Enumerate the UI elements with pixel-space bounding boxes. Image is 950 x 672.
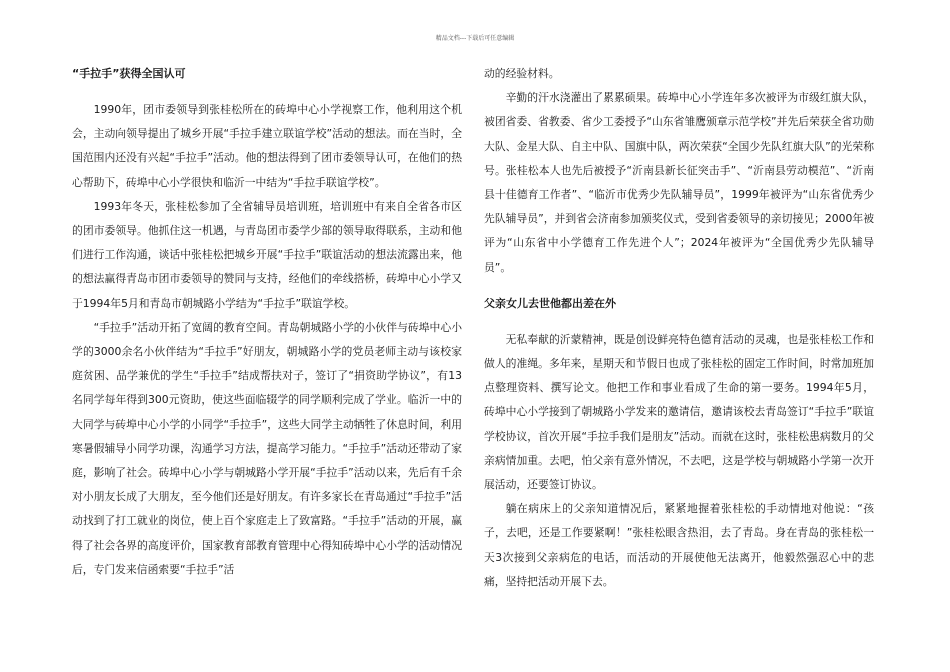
paragraph: 无私奉献的沂蒙精神，既是创设鲜亮特色德育活动的灵魂，也是张桂松工作和做人的准绳。多年来，星期天和节假日也成了张桂松的固定工作时间，时常加班加点整理资料、撰写论文。他把工作和事业看成了生命的第一要务。1994年5月，砖埠中心小学接到了朝城路小学发来的邀请信，邀请该校去青岛签订“手拉手”联谊学校协议，首次开展“手拉手我们是朋友”活动。而就在这时，张桂松患病数月的父亲病情加重。去吧，怕父亲有意外情况，不去吧，这是学校与朝城路小学第一次开展活动，还要签订协议。	[484, 332, 874, 492]
right-column	[484, 62, 874, 594]
page-header: 精品文档---下载后可任意编辑	[435, 35, 515, 42]
section-title: 父亲女儿去世他都出差在外	[484, 296, 616, 310]
paragraph: 躺在病床上的父亲知道情况后，紧紧地握着张桂松的手动情地对他说：“孩子，去吧，还是工作要紧啊！”张桂松眼含热泪，去了青岛。身在青岛的张桂松一天3次接到父亲病危的电话，而活动的开展使他无法离开，他毅然强忍心中的悲痛，坚持把活动开展下去。	[484, 502, 874, 588]
paragraph: 辛勤的汗水浇灌出了累累硕果。砖埠中心小学连年多次被评为市级红旗大队，被团省委、省教委、省少工委授予“山东省雏鹰颁章示范学校”并先后荣获全省功勋大队、金星大队、自主中队、国旗中队，两次荣获“全国少先队红旗大队”的光荣称号。张桂松本人也先后被授予“沂南县新长征突击手”、“沂南县劳动模范”、“沂南县十佳德育工作者”、“临沂市优秀少先队辅导员”，1999年被评为“山东省优秀少先队辅导员”，并到省会济南参加颁奖仪式，受到省委领导的亲切接见；2000年被评为“山东省中小学德育工作先进个人”；2024年被评为“全国优秀少先队辅导员”。	[484, 91, 874, 274]
paragraph: 1993年冬天，张桂松参加了全省辅导员培训班，培训班中有来自全省各市区的团市委领导。他抓住这一机遇，与青岛团市委学少部的领导取得联系，主动和他们进行工作沟通，谈话中张桂松把城乡开展“手拉手”联谊活动的想法流露出来，他的想法赢得青岛市团市委领导的赞同与支持，经他们的牵线搭桥，砖埠中心小学又于1994年5月和青岛市朝城路小学结为“手拉手”联谊学校。	[72, 199, 462, 310]
paragraph: “手拉手”活动开拓了宽阔的教育空间。青岛朝城路小学的小伙伴与砖埠中心小学的3000余名小伙伴结为“手拉手”好朋友，朝城路小学的党员老师主动与该校家庭贫困、品学兼优的学生“手拉手”结成帮扶对子，签订了“捐资助学协议”，有13名同学每年得到300元资助，使这些面临辍学的同学顺利完成了学业。临沂一中的大同学与砖埠中心小学的小同学“手拉手”，这些大同学主动牺牲了休息时间，利用寒暑假辅导小同学功课，沟通学习方法，提高学习能力。“手拉手”活动还带动了家庭，影响了社会。砖埠中心小学与朝城路小学开展“手拉手”活动以来，先后有千余对小朋友长成了大朋友，至今他们还是好朋友。有许多家长在青岛通过“手拉手”活动找到了打工就业的岗位，使上百个家庭走上了致富路。“手拉手”活动的开展，赢得了社会各界的高度评价，国家教育部教育管理中心得知砖埠中心小学的活动情况后，专门发来信函索要“手拉手”活	[72, 320, 462, 576]
paragraph-continuation: 动的经验材料。	[484, 67, 560, 80]
paragraph: 1990年，团市委领导到张桂松所在的砖埠中心小学视察工作，他利用这个机会，主动向领导提出了城乡开展“手拉手建立联谊学校”活动的想法。而在当时，全国范围内还没有兴起“手拉手”活动。他的想法得到了团市委领导认可，在他们的热心帮助下，砖埠中心小学很快和临沂一中结为“手拉手联谊学校”。	[72, 103, 462, 189]
left-column	[72, 62, 462, 582]
section-title: “手拉手”获得全国认可	[72, 67, 186, 80]
